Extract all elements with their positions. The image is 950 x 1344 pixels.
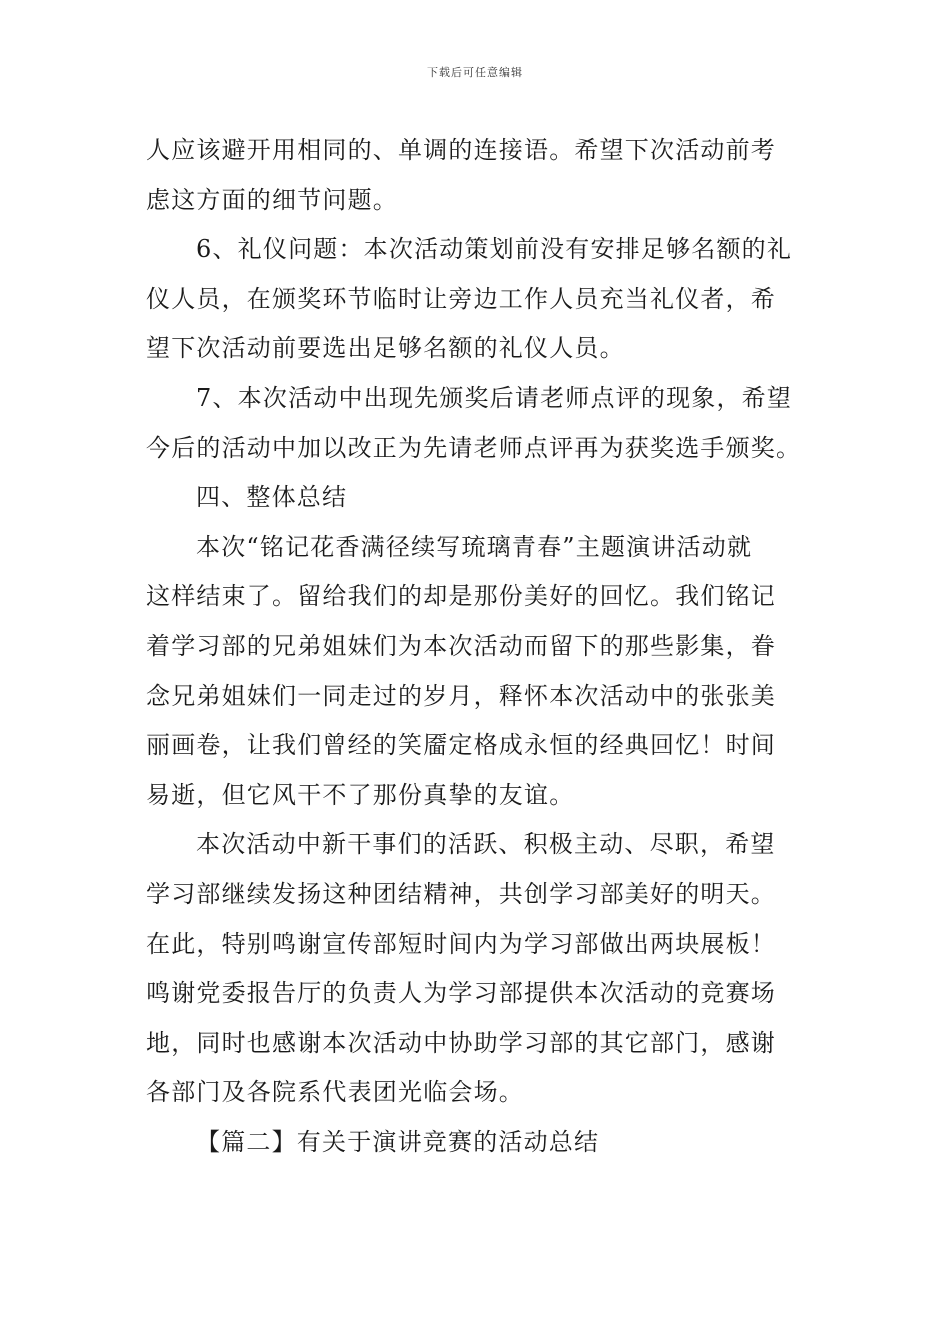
text-line: 念兄弟姐妹们一同走过的岁月，释怀本次活动中的张张美 [146,681,776,710]
text-line: 易逝，但它风干不了那份真挚的友谊。 [146,780,575,809]
text-line: 人应该避开用相同的、单调的连接语。希望下次活动前考 [146,136,776,164]
text-line: 【篇二】有关于演讲竞赛的活动总结 [196,1127,600,1156]
text-line: 7、本次活动中出现先颁奖后请老师点评的现象，希望 [196,383,793,412]
text-line: 仪人员，在颁奖环节临时让旁边工作人员充当礼仪者，希 [146,284,776,313]
text-line: 着学习部的兄弟姐妹们为本次活动而留下的那些影集，眷 [146,631,776,660]
text-line: 本次“铭记花香满径续写琉璃青春”主题演讲活动就 [196,532,753,561]
text-line: 各部门及各院系代表团光临会场。 [146,1078,524,1107]
text-line: 鸣谢党委报告厅的负责人为学习部提供本次活动的竞赛场 [146,979,776,1008]
text-line: 望下次活动前要选出足够名额的礼仪人员。 [146,334,625,363]
text-line: 6、礼仪问题：本次活动策划前没有安排足够名额的礼 [196,235,793,264]
document-body [146,126,811,1167]
text-line: 本次活动中新干事们的活跃、积极主动、尽职，希望 [196,830,776,859]
text-line: 学习部继续发扬这种团结精神，共创学习部美好的明天。 [146,879,776,908]
text-line: 这样结束了。留给我们的却是那份美好的回忆。我们铭记 [146,582,776,611]
text-line: 四、整体总结 [196,483,348,512]
text-line: 今后的活动中加以改正为先请老师点评再为获奖选手颁奖。 [146,433,802,462]
text-line: 虑这方面的细节问题。 [146,185,398,214]
text-line: 地，同时也感谢本次活动中协助学习部的其它部门，感谢 [146,1028,776,1057]
text-line: 在此，特别鸣谢宣传部短时间内为学习部做出两块展板！ [146,929,776,958]
text-line: 丽画卷，让我们曾经的笑靥定格成永恒的经典回忆！时间 [146,731,776,760]
page-header-note: 下载后可任意编辑 [427,66,523,79]
